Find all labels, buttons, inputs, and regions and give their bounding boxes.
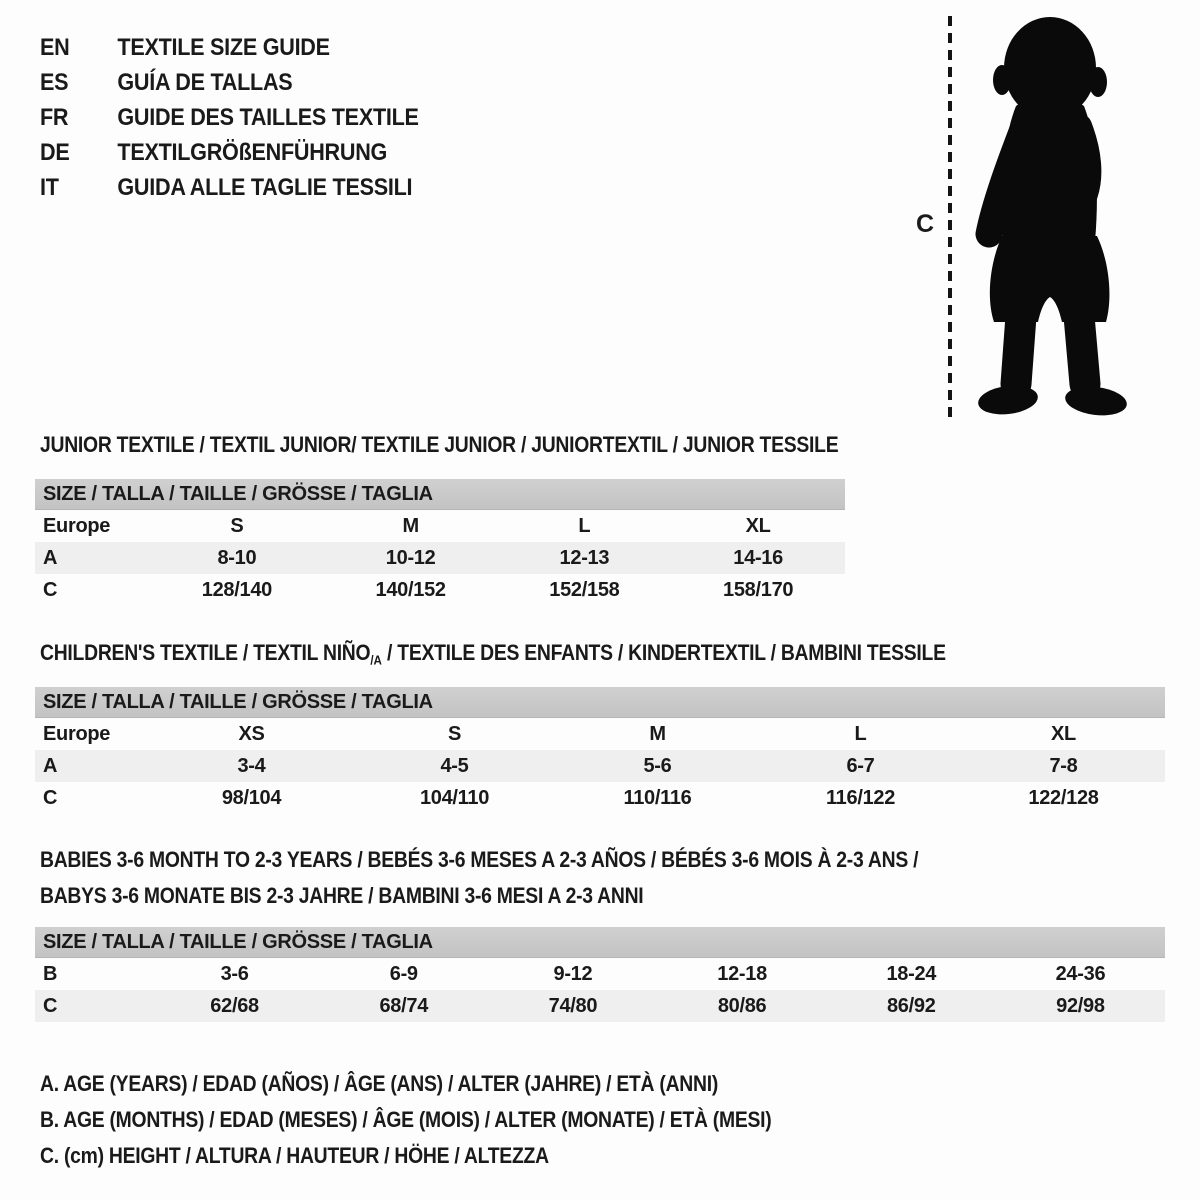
column-header: L	[578, 514, 591, 537]
table-cell: 98/104	[221, 786, 282, 809]
table-cell: 158/170	[723, 578, 794, 601]
table-cell: 4-5	[440, 754, 469, 777]
table-row	[35, 750, 1165, 782]
table-cell: 12-18	[717, 962, 767, 985]
column-header: L	[854, 722, 867, 745]
table-cell: 14-16	[733, 546, 783, 569]
table-row	[35, 542, 845, 574]
table-cell: 128/140	[201, 578, 272, 601]
size-header-bar: SIZE / TALLA / TAILLE / GRÖSSE / TAGLIA	[35, 687, 1165, 718]
junior-section-title: JUNIOR TEXTILE / TEXTIL JUNIOR/ TEXTILE JUNIOR / JUNIORTEXTIL / JUNIOR TESSILE	[40, 432, 839, 457]
table-cell: 6-7	[846, 754, 875, 777]
table-row	[35, 510, 845, 542]
toddler-silhouette-icon	[962, 14, 1140, 418]
row-label: A	[43, 546, 58, 569]
footnote-age-months: B. AGE (MONTHS) / EDAD (MESES) / ÂGE (MOIS) / ALTER (MONATE) / ETÀ (MESI)	[40, 1107, 772, 1132]
column-header: M	[402, 514, 419, 537]
language-code: IT	[40, 173, 59, 201]
table-cell: 3-6	[220, 962, 249, 985]
children-title-part2: / TEXTILE DES ENFANTS / KINDERTEXTIL / BAMBINI TESSILE	[381, 640, 946, 665]
row-label: C	[43, 578, 58, 601]
table-cell: 6-9	[389, 962, 418, 985]
row-label: C	[43, 786, 58, 809]
table-cell: 140/152	[375, 578, 446, 601]
guide-title: TEXTILE SIZE GUIDE	[117, 33, 330, 61]
table-cell: 62/68	[210, 994, 259, 1017]
row-label: C	[43, 994, 58, 1017]
row-label: B	[43, 962, 58, 985]
babies-title-line2: BABYS 3-6 MONATE BIS 2-3 JAHRE / BAMBINI 3-6 MESI A 2-3 ANNI	[40, 883, 644, 908]
table-row	[35, 574, 845, 606]
table-row	[35, 958, 1165, 990]
row-label: Europe	[43, 514, 111, 537]
column-header: XS	[238, 722, 265, 745]
table-cell: 116/122	[825, 786, 896, 809]
table-cell: 24-36	[1055, 962, 1106, 985]
junior-size-table	[35, 479, 845, 606]
table-row	[35, 718, 1165, 750]
footnote-age-years: A. AGE (YEARS) / EDAD (AÑOS) / ÂGE (ANS) / ALTER (JAHRE) / ETÀ (ANNI)	[40, 1071, 719, 1096]
table-row	[35, 990, 1165, 1022]
size-header-bar: SIZE / TALLA / TAILLE / GRÖSSE / TAGLIA	[35, 927, 1165, 958]
language-row	[40, 65, 419, 100]
babies-section-title	[40, 842, 1038, 914]
table-cell: 104/110	[419, 786, 490, 809]
language-code: FR	[40, 103, 69, 131]
language-row	[40, 100, 419, 135]
table-cell: 80/86	[717, 994, 767, 1017]
language-row	[40, 170, 419, 205]
column-header: XL	[745, 514, 771, 537]
column-header: S	[230, 514, 244, 537]
row-label: Europe	[43, 722, 111, 745]
column-header: M	[649, 722, 666, 745]
table-cell: 5-6	[643, 754, 672, 777]
row-label: A	[43, 754, 58, 777]
footnote-height-cm: C. (cm) HEIGHT / ALTURA / HAUTEUR / HÖHE / ALTEZZA	[40, 1143, 549, 1168]
table-cell: 86/92	[886, 994, 936, 1017]
guide-title: GUIDE DES TAILLES TEXTILE	[117, 103, 419, 131]
table-cell: 18-24	[886, 962, 937, 985]
children-size-table	[35, 687, 1165, 814]
table-cell: 9-12	[553, 962, 593, 985]
guide-title: GUÍA DE TALLAS	[117, 68, 293, 96]
table-cell: 122/128	[1028, 786, 1099, 809]
language-row	[40, 135, 419, 170]
babies-title-line1: BABIES 3-6 MONTH TO 2-3 YEARS / BEBÉS 3-6 MESES A 2-3 AÑOS / BÉBÉS 3-6 MOIS À 2-3 ANS /	[40, 847, 919, 872]
language-code: DE	[40, 138, 70, 166]
table-cell: 92/98	[1056, 994, 1105, 1017]
column-header: XL	[1051, 722, 1076, 745]
table-cell: 7-8	[1049, 754, 1078, 777]
children-section-title	[40, 640, 946, 668]
table-cell: 8-10	[217, 546, 257, 569]
table-cell: 152/158	[549, 578, 620, 601]
table-cell: 3-4	[237, 754, 266, 777]
language-row	[40, 30, 419, 65]
babies-size-table	[35, 927, 1165, 1022]
language-title-list	[40, 30, 419, 205]
table-cell: 12-13	[559, 546, 610, 569]
guide-title: GUIDA ALLE TAGLIE TESSILI	[117, 173, 413, 201]
guide-title: TEXTILGRÖßENFÜHRUNG	[117, 138, 388, 166]
language-code: ES	[40, 68, 69, 96]
table-cell: 10-12	[385, 546, 436, 569]
table-cell: 68/74	[379, 994, 429, 1017]
language-code: EN	[40, 33, 70, 61]
children-title-part1: CHILDREN'S TEXTILE / TEXTIL NIÑO	[40, 640, 371, 665]
size-header-bar: SIZE / TALLA / TAILLE / GRÖSSE / TAGLIA	[35, 479, 845, 510]
height-measure-label: C	[916, 210, 935, 238]
table-cell: 74/80	[548, 994, 598, 1017]
column-header: S	[447, 722, 462, 745]
children-title-subscript: /A	[370, 652, 382, 668]
measure-footnotes	[40, 1066, 871, 1174]
height-dashed-line-icon	[946, 16, 954, 418]
table-cell: 110/116	[623, 786, 692, 809]
table-row	[35, 782, 1165, 814]
